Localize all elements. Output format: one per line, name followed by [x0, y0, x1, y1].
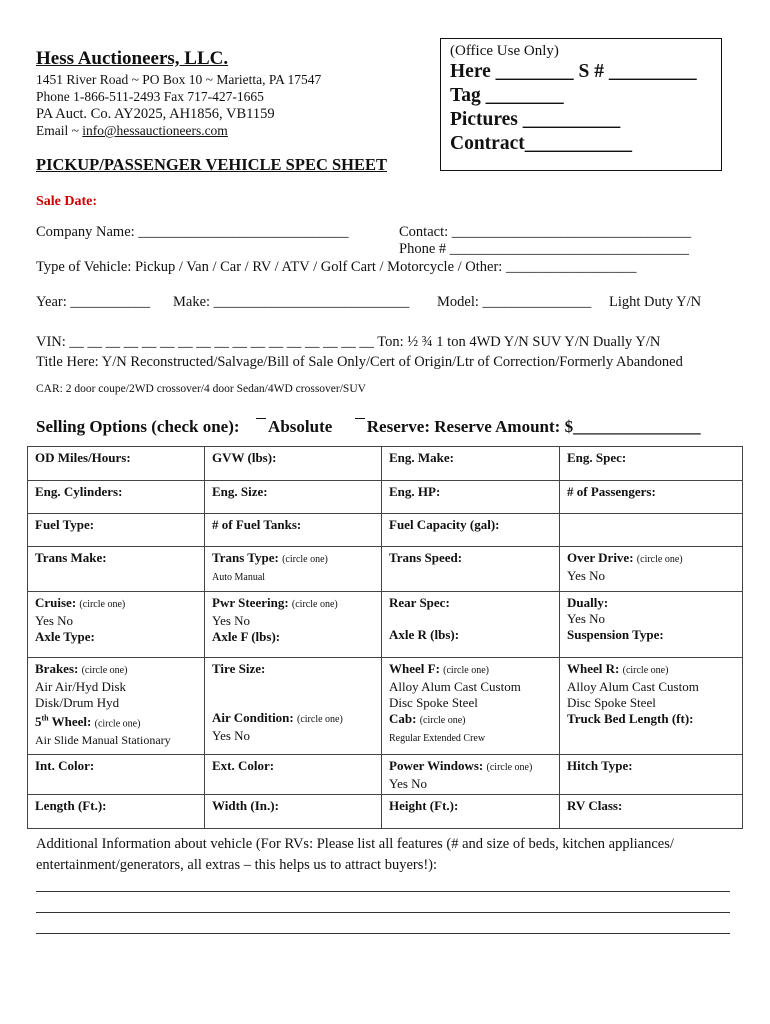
brakes-options-1[interactable]: Air Air/Hyd Disk	[35, 679, 126, 694]
cab-options[interactable]: Regular Extended Crew	[389, 733, 486, 744]
trans-type-label: Trans Type:	[212, 550, 279, 565]
power-windows-options[interactable]: Yes No	[389, 776, 428, 791]
int-color-label: Int. Color:	[35, 758, 95, 773]
fuel-capacity-cell[interactable]	[382, 514, 560, 547]
height-label: Height (Ft.):	[389, 798, 459, 813]
pwr-steering-cell[interactable]	[205, 592, 382, 658]
eng-make-label: Eng. Make:	[389, 450, 454, 465]
air-condition-options[interactable]: Yes No	[212, 728, 251, 743]
eng-cyl-cell[interactable]	[28, 481, 205, 514]
trans-type-options[interactable]: Auto Manual	[212, 572, 266, 583]
passengers-label: # of Passengers:	[567, 484, 656, 499]
cab-circle-note: (circle one)	[419, 715, 466, 726]
axle-f-label: Axle F (lbs):	[212, 629, 281, 644]
air-condition-circle-note: (circle one)	[297, 714, 343, 725]
wheel-f-circle-note: (circle one)	[443, 665, 489, 676]
wheel-r-circle-note: (circle one)	[622, 665, 669, 676]
power-windows-circle-note: (circle one)	[486, 762, 533, 773]
fuel-tanks-label: # of Fuel Tanks:	[212, 517, 302, 532]
phone-field[interactable]: Phone # _________________________________	[399, 241, 689, 257]
rear-spec-label: Rear Spec:	[389, 595, 450, 610]
cruise-circle-note: (circle one)	[79, 599, 126, 610]
company-name: Hess Auctioneers, LLC.	[36, 48, 229, 69]
brakes-options-2[interactable]: Disk/Drum Hyd	[35, 695, 120, 710]
fifth-wheel-circle-note: (circle one)	[94, 718, 141, 730]
trans-make-cell[interactable]	[28, 547, 205, 592]
eng-size-label: Eng. Size:	[212, 484, 268, 499]
fuel-tanks-cell[interactable]	[205, 514, 382, 547]
type-of-vehicle-field[interactable]: Type of Vehicle: Pickup / Van / Car / RV / ATV / Golf Cart / Motorcycle / Other: __________________	[36, 259, 637, 275]
pwr-steering-label: Pwr Steering:	[212, 595, 289, 610]
office-pictures-field[interactable]: Pictures __________	[450, 109, 621, 130]
fuel-capacity-label: Fuel Capacity (gal):	[389, 517, 500, 532]
absolute-checkbox[interactable]	[256, 418, 266, 430]
additional-info-line-2: entertainment/generators, all extras – this helps us to attract buyers!):	[36, 857, 438, 873]
axle-r-label: Axle R (lbs):	[389, 627, 460, 642]
title-here-line[interactable]: Title Here: Y/N Reconstructed/Salvage/Bill of Sale Only/Cert of Origin/Ltr of Correction/Formerly Abandoned	[36, 354, 683, 370]
cruise-axle-cell[interactable]	[28, 592, 205, 658]
selling-options-row	[36, 417, 701, 437]
office-use-box	[440, 38, 722, 171]
wheel-f-label: Wheel F:	[389, 661, 440, 676]
axle-type-label: Axle Type:	[35, 629, 95, 644]
office-here-field[interactable]: Here ________ S # _________	[450, 61, 697, 82]
cruise-options[interactable]: Yes No	[35, 613, 74, 628]
spec-table	[27, 446, 743, 829]
wheel-r-label: Wheel R:	[567, 661, 620, 676]
email-prefix: Email ~	[36, 123, 83, 138]
passengers-cell[interactable]	[560, 481, 743, 514]
company-address: 1451 River Road ~ PO Box 10 ~ Marietta, PA 17547	[36, 72, 322, 87]
wheel-f-options-1[interactable]: Alloy Alum Cast Custom	[389, 679, 521, 694]
eng-size-cell[interactable]	[205, 481, 382, 514]
make-field[interactable]: Make: ___________________________	[173, 294, 410, 310]
trans-make-label: Trans Make:	[35, 550, 107, 565]
eng-make-cell[interactable]	[382, 447, 560, 481]
dually-options[interactable]: Yes No	[567, 611, 606, 626]
vin-line[interactable]: VIN: __ __ __ __ __ __ __ __ __ __ __ __ __ __ __ __ __ Ton: ½ ¾ 1 ton 4WD Y/N SUV Y/N Dually Y/N	[36, 334, 661, 350]
length-label: Length (Ft.):	[35, 798, 107, 813]
additional-info-input-line-1[interactable]	[36, 891, 730, 892]
over-drive-cell[interactable]	[560, 547, 743, 592]
fifth-wheel-label: 5th Wheel:	[35, 714, 92, 730]
additional-info-line-1: Additional Information about vehicle (For RVs: Please list all features (# and size of beds, kitchen appliances/	[36, 836, 674, 852]
car-types-line: CAR: 2 door coupe/2WD crossover/4 door Sedan/4WD crossover/SUV	[36, 383, 366, 395]
width-cell[interactable]	[205, 795, 382, 829]
model-field[interactable]: Model: _______________	[437, 294, 592, 310]
gvw-label: GVW (lbs):	[212, 450, 277, 465]
trans-type-cell[interactable]	[205, 547, 382, 592]
office-tag-field[interactable]: Tag ________	[450, 85, 564, 106]
power-windows-label: Power Windows:	[389, 758, 484, 773]
ext-color-cell[interactable]	[205, 755, 382, 795]
over-drive-label: Over Drive:	[567, 550, 634, 565]
tire-size-label: Tire Size:	[212, 661, 266, 676]
company-email-line	[36, 123, 228, 139]
length-cell[interactable]	[28, 795, 205, 829]
wheel-r-cell[interactable]	[560, 658, 743, 755]
fifth-wheel-options[interactable]: Air Slide Manual Stationary	[35, 733, 171, 748]
fuel-type-cell[interactable]	[28, 514, 205, 547]
selling-options-label: Selling Options (check one):	[36, 417, 240, 436]
company-license: PA Auct. Co. AY2025, AH1856, VB1159	[36, 106, 275, 122]
wheel-f-options-2[interactable]: Disc Spoke Steel	[389, 695, 478, 710]
fuel-type-label: Fuel Type:	[35, 517, 95, 532]
brakes-label: Brakes:	[35, 661, 79, 676]
eng-spec-label: Eng. Spec:	[567, 450, 627, 465]
rv-class-label: RV Class:	[567, 798, 623, 813]
trans-type-circle-note: (circle one)	[282, 554, 328, 565]
rear-spec-cell[interactable]	[382, 592, 560, 658]
absolute-option: Absolute	[268, 417, 333, 436]
air-condition-label: Air Condition:	[212, 710, 294, 725]
wheel-f-cab-cell[interactable]	[382, 658, 560, 755]
rv-class-cell[interactable]	[560, 795, 743, 829]
eng-hp-cell[interactable]	[382, 481, 560, 514]
od-miles-cell[interactable]	[28, 447, 205, 481]
office-use-header: (Office Use Only)	[450, 43, 559, 59]
email-link[interactable]: info@hessauctioneers.com	[82, 123, 228, 138]
brakes-cell[interactable]	[28, 658, 205, 755]
office-contract-field[interactable]: Contract___________	[450, 133, 632, 154]
eng-hp-label: Eng. HP:	[389, 484, 441, 499]
wheel-r-options-1[interactable]: Alloy Alum Cast Custom	[567, 679, 699, 694]
truck-bed-label: Truck Bed Length (ft):	[567, 711, 694, 726]
pwr-steering-circle-note: (circle one)	[291, 599, 338, 610]
additional-info-input-line-2[interactable]	[36, 912, 730, 913]
form-title: PICKUP/PASSENGER VEHICLE SPEC SHEET	[36, 155, 388, 174]
dually-cell[interactable]	[560, 592, 743, 658]
width-label: Width (In.):	[212, 798, 279, 813]
tire-aircon-cell[interactable]	[205, 658, 382, 755]
eng-spec-cell[interactable]	[560, 447, 743, 481]
trans-speed-cell[interactable]	[382, 547, 560, 592]
gvw-cell[interactable]	[205, 447, 382, 481]
reserve-option[interactable]: Reserve: Reserve Amount: $_______________	[366, 417, 701, 436]
light-duty-field[interactable]: Light Duty Y/N	[609, 294, 702, 310]
additional-info-input-line-3[interactable]	[36, 933, 730, 934]
ext-color-label: Ext. Color:	[212, 758, 275, 773]
over-drive-circle-note: (circle one)	[636, 554, 683, 565]
eng-cyl-label: Eng. Cylinders:	[35, 484, 123, 499]
cruise-label: Cruise:	[35, 595, 77, 610]
int-color-cell[interactable]	[28, 755, 205, 795]
over-drive-options[interactable]: Yes No	[567, 568, 606, 583]
reserve-checkbox[interactable]	[355, 418, 365, 430]
wheel-r-options-2[interactable]: Disc Spoke Steel	[567, 695, 656, 710]
sale-date-label[interactable]: Sale Date:	[36, 194, 98, 209]
hitch-type-label: Hitch Type:	[567, 758, 633, 773]
hitch-type-cell[interactable]	[560, 755, 743, 795]
pwr-steering-options[interactable]: Yes No	[212, 613, 251, 628]
empty-cell	[560, 514, 743, 547]
od-miles-label: OD Miles/Hours:	[35, 450, 131, 465]
suspension-label: Suspension Type:	[567, 627, 664, 642]
cab-label: Cab:	[389, 711, 417, 726]
height-cell[interactable]	[382, 795, 560, 829]
power-windows-cell[interactable]	[382, 755, 560, 795]
brakes-circle-note: (circle one)	[81, 665, 128, 676]
contact-field[interactable]: Contact: _________________________________	[399, 224, 692, 240]
company-phone-fax: Phone 1-866-511-2493 Fax 717-427-1665	[36, 89, 264, 104]
year-field[interactable]: Year: ___________	[36, 294, 151, 310]
dually-label: Dually:	[567, 595, 609, 610]
trans-speed-label: Trans Speed:	[389, 550, 463, 565]
company-name-field[interactable]: Company Name: _____________________________	[36, 224, 349, 240]
